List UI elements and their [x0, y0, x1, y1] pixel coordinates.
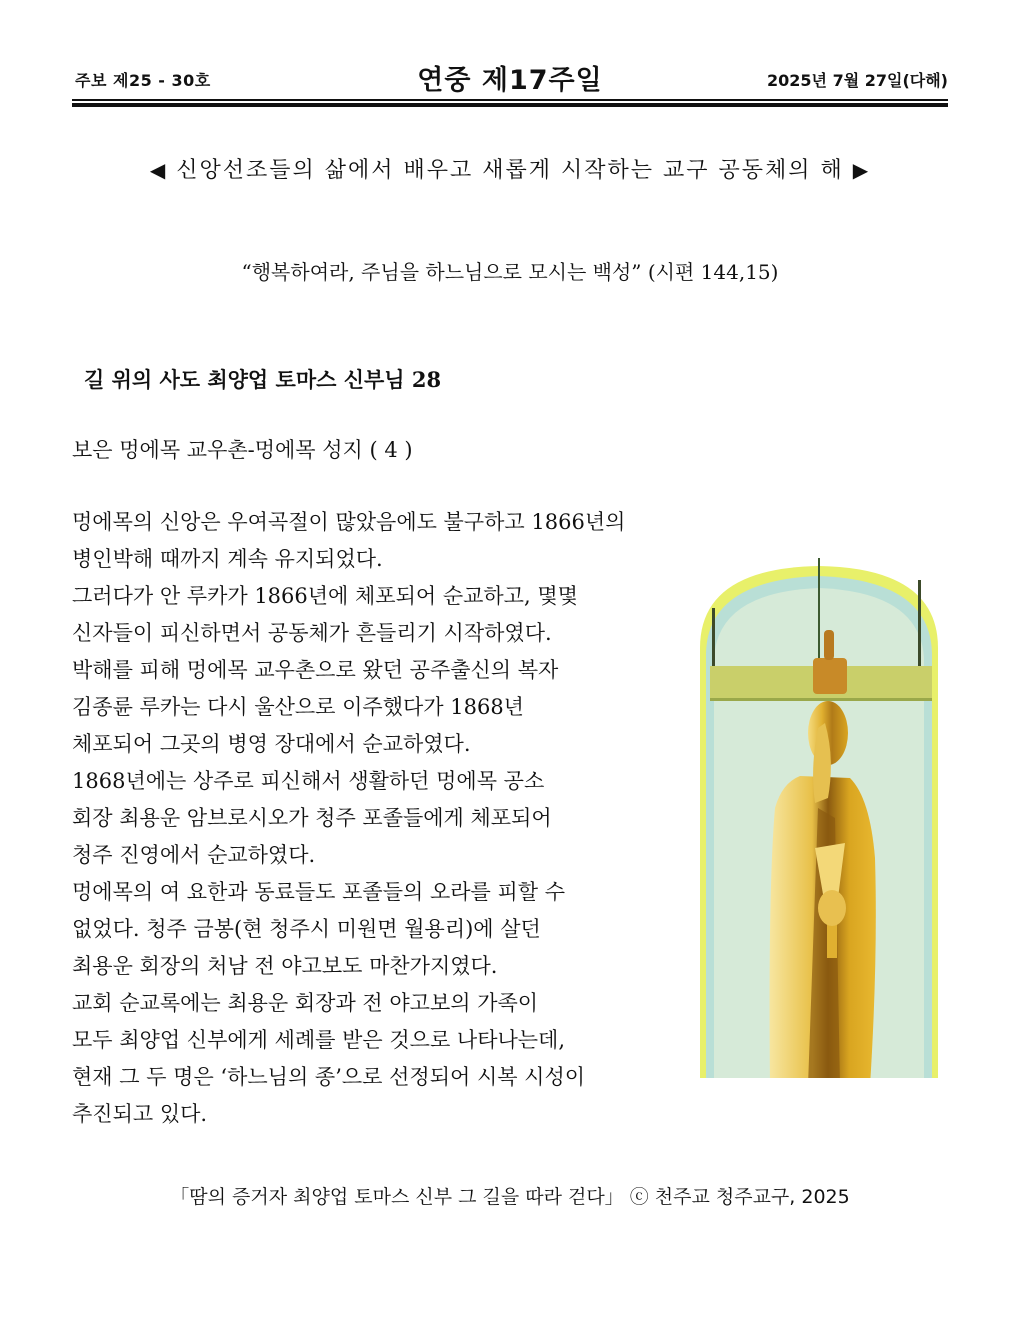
article-title: 길 위의 사도 최양업 토마스 신부님 28	[84, 367, 442, 392]
body-line: 없었다. 청주 금봉(현 청주시 미원면 월용리)에 살던	[72, 917, 541, 941]
body-line: 멍에목의 신앙은 우여곡절이 많았음에도 불구하고 1866년의	[72, 510, 626, 534]
body-line: 청주 진영에서 순교하였다.	[72, 843, 316, 867]
article-subtitle: 보은 멍에목 교우촌-멍에목 성지 ( 4 )	[72, 438, 413, 462]
body-line: 최용운 회장의 처남 전 야고보도 마찬가지였다.	[72, 954, 498, 978]
body-line: 추진되고 있다.	[72, 1102, 208, 1126]
page-title: 연중 제17주일	[417, 65, 603, 96]
body-line: 신자들이 피신하면서 공동체가 흔들리기 시작하였다.	[72, 621, 552, 645]
martyr-statue-photo	[700, 558, 938, 1086]
left-triangle-icon: ◀	[149, 158, 168, 182]
quote-reference: (시편 144,15)	[647, 260, 779, 284]
yearly-theme-banner	[0, 153, 1020, 184]
quote-text: “행복하여라, 주님을 하느님으로 모시는 백성”	[241, 260, 642, 284]
body-line: 회장 최용운 암브로시오가 청주 포졸들에게 체포되어	[72, 806, 552, 830]
issue-date: 2025년 7월 27일(다해)	[767, 71, 948, 90]
body-line: 교회 순교록에는 최용운 회장과 전 야고보의 가족이	[72, 991, 539, 1015]
header-rule-thin	[72, 99, 948, 101]
body-line: 병인박해 때까지 계속 유지되었다.	[72, 547, 383, 571]
body-line: 현재 그 두 명은 ‘하느님의 종’으로 선정되어 시복 시성이	[72, 1065, 586, 1089]
body-line: 1868년에는 상주로 피신해서 생활하던 멍에목 공소	[72, 769, 545, 793]
body-line: 그러다가 안 루카가 1866년에 체포되어 순교하고, 몇몇	[72, 584, 578, 608]
header-rule-thick	[72, 103, 948, 107]
issue-number: 주보 제25 - 30호	[75, 71, 211, 90]
psalm-quote	[0, 256, 1020, 285]
source-credit: 「땀의 증거자 최양업 토마스 신부 그 길을 따라 걷다」 ⓒ 천주교 청주교구, 2025	[170, 1186, 850, 1208]
article-body	[72, 504, 712, 1133]
body-line: 모두 최양업 신부에게 세례를 받은 것으로 나타나는데,	[72, 1028, 566, 1052]
body-line: 김종륜 루카는 다시 울산으로 이주했다가 1868년	[72, 695, 524, 719]
right-triangle-icon: ▶	[852, 158, 871, 182]
body-line: 박해를 피해 멍에목 교우촌으로 왔던 공주출신의 복자	[72, 658, 559, 682]
theme-text: 신앙선조들의 삶에서 배우고 새롭게 시작하는 교구 공동체의 해	[176, 158, 844, 183]
body-line: 멍에목의 여 요한과 동료들도 포졸들의 오라를 피할 수	[72, 880, 566, 904]
body-line: 체포되어 그곳의 병영 장대에서 순교하였다.	[72, 732, 471, 756]
